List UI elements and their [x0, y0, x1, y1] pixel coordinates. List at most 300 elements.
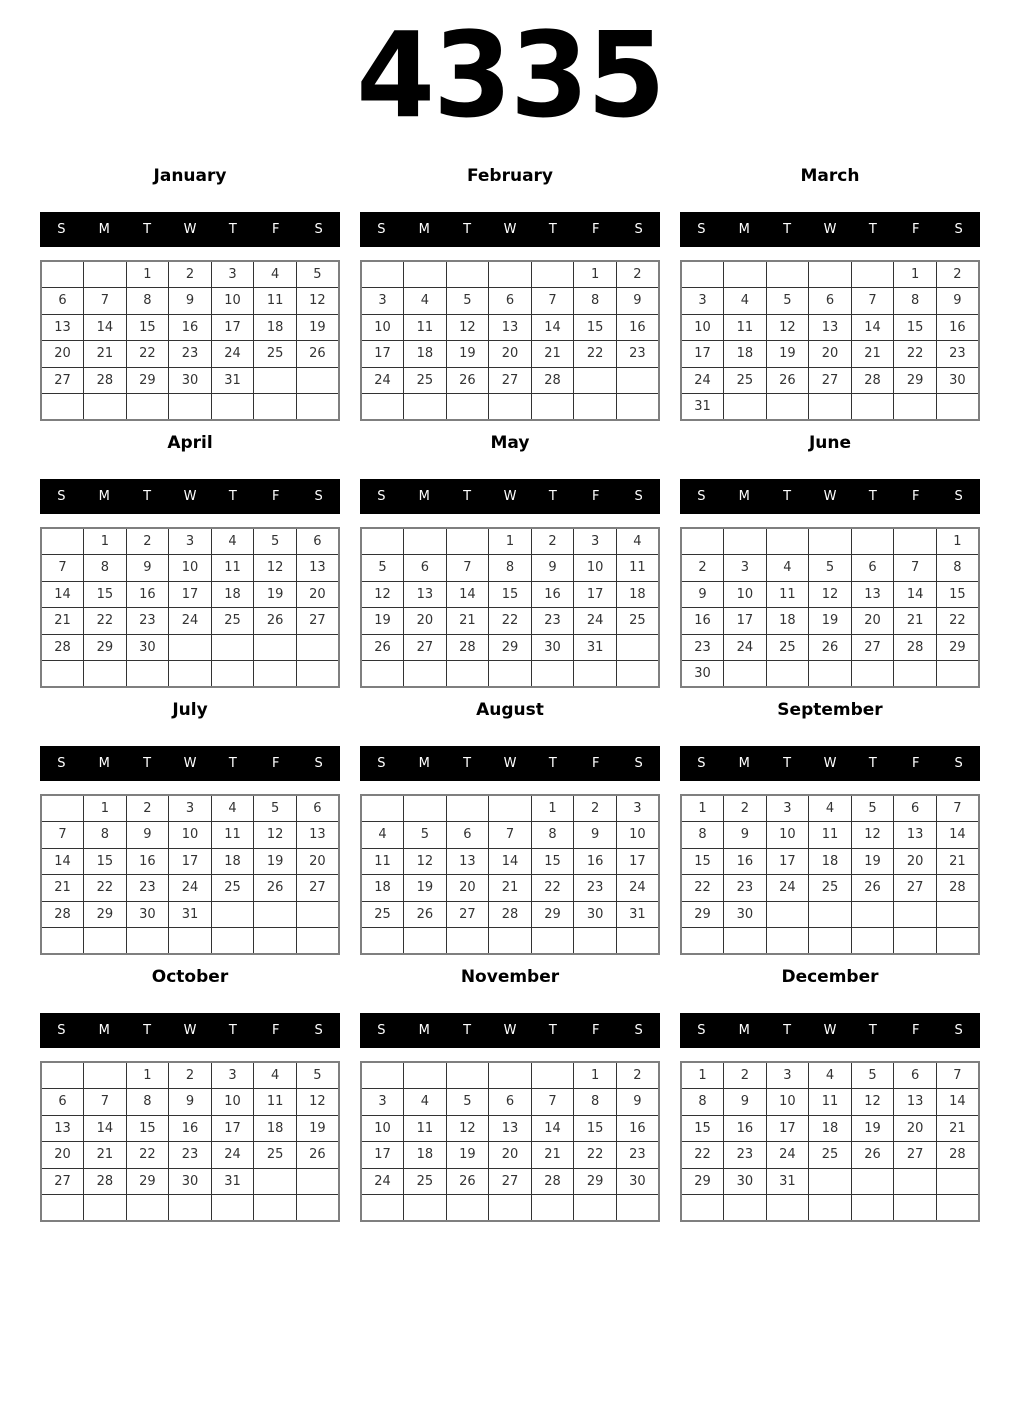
week-row — [681, 261, 979, 288]
day-cell: 2 — [936, 261, 979, 288]
day-cell: 24 — [574, 608, 617, 635]
day-cell — [724, 394, 767, 421]
day-cell — [41, 528, 84, 555]
weekday-label: S — [954, 756, 963, 771]
day-cell — [489, 394, 532, 421]
weekday-label: W — [503, 489, 517, 504]
day-cell — [574, 367, 617, 394]
day-cell — [446, 928, 489, 955]
weekday-label: F — [591, 1023, 600, 1038]
weekday-label: W — [823, 756, 837, 771]
day-cell — [84, 661, 127, 688]
week-row — [361, 928, 659, 955]
day-cell: 3 — [169, 795, 212, 822]
day-cell: 15 — [936, 581, 979, 608]
day-cell: 10 — [361, 314, 404, 341]
month-title: December — [781, 967, 879, 987]
day-cell: 11 — [809, 1089, 852, 1116]
day-cell — [361, 928, 404, 955]
week-row — [41, 261, 339, 288]
day-cell: 10 — [724, 581, 767, 608]
day-cell: 7 — [851, 288, 894, 315]
day-cell — [894, 1195, 937, 1222]
day-cell: 19 — [446, 1142, 489, 1169]
day-cell — [361, 528, 404, 555]
day-cell — [361, 1195, 404, 1222]
weekday-label: S — [377, 222, 386, 237]
day-cell: 2 — [531, 528, 574, 555]
weekday-label: T — [868, 1023, 877, 1038]
weekday-label: F — [271, 756, 280, 771]
day-cell: 17 — [616, 848, 659, 875]
weekday-label: F — [911, 1023, 920, 1038]
weekday-label: S — [314, 1023, 323, 1038]
day-cell: 14 — [84, 1115, 127, 1142]
day-cell: 9 — [616, 288, 659, 315]
day-cell — [616, 634, 659, 661]
day-cell: 16 — [616, 1115, 659, 1142]
day-cell — [296, 634, 339, 661]
week-row — [681, 928, 979, 955]
month-title: June — [808, 433, 852, 453]
day-cell: 3 — [574, 528, 617, 555]
day-cell: 1 — [84, 795, 127, 822]
day-cell: 4 — [404, 288, 447, 315]
day-cell: 20 — [41, 1142, 84, 1169]
month-table-body — [41, 261, 339, 420]
day-cell: 7 — [489, 822, 532, 849]
month-title: January — [153, 166, 227, 186]
month-table — [360, 794, 660, 955]
day-cell: 9 — [724, 822, 767, 849]
day-cell: 22 — [489, 608, 532, 635]
week-row — [41, 341, 339, 368]
day-cell: 22 — [84, 608, 127, 635]
day-cell — [296, 928, 339, 955]
week-row — [681, 634, 979, 661]
day-cell: 26 — [446, 1168, 489, 1195]
weekday-label: T — [463, 489, 472, 504]
month-table — [680, 794, 980, 955]
weekday-label: S — [57, 1023, 66, 1038]
day-cell: 2 — [616, 1062, 659, 1089]
day-cell: 25 — [254, 341, 297, 368]
day-cell — [169, 928, 212, 955]
week-row — [681, 661, 979, 688]
day-cell: 20 — [809, 341, 852, 368]
day-cell: 9 — [169, 288, 212, 315]
day-cell — [404, 528, 447, 555]
day-cell — [616, 367, 659, 394]
day-cell: 16 — [616, 314, 659, 341]
day-cell: 10 — [211, 288, 254, 315]
day-cell — [404, 1195, 447, 1222]
day-cell: 17 — [169, 581, 212, 608]
month-title: July — [172, 700, 208, 720]
day-cell — [766, 1195, 809, 1222]
week-row — [681, 822, 979, 849]
day-cell: 13 — [41, 314, 84, 341]
day-cell: 14 — [531, 314, 574, 341]
day-cell: 16 — [724, 1115, 767, 1142]
week-row — [361, 822, 659, 849]
day-cell: 28 — [489, 901, 532, 928]
day-cell: 3 — [169, 528, 212, 555]
day-cell: 21 — [531, 341, 574, 368]
week-row — [361, 555, 659, 582]
week-row — [361, 1168, 659, 1195]
day-cell: 12 — [296, 288, 339, 315]
day-cell: 27 — [404, 634, 447, 661]
weekday-label: W — [183, 222, 197, 237]
day-cell: 3 — [766, 795, 809, 822]
day-cell — [211, 928, 254, 955]
day-cell: 16 — [169, 314, 212, 341]
weekday-label: S — [954, 222, 963, 237]
day-cell: 27 — [296, 608, 339, 635]
day-cell: 14 — [894, 581, 937, 608]
day-cell — [766, 261, 809, 288]
day-cell: 2 — [126, 528, 169, 555]
day-cell: 14 — [41, 848, 84, 875]
day-cell: 7 — [936, 1062, 979, 1089]
week-row — [41, 901, 339, 928]
day-cell: 5 — [446, 1089, 489, 1116]
day-cell — [489, 1195, 532, 1222]
month-title: April — [167, 433, 213, 453]
day-cell: 21 — [446, 608, 489, 635]
day-cell: 7 — [84, 288, 127, 315]
day-cell: 4 — [211, 528, 254, 555]
weekday-label: T — [548, 489, 557, 504]
day-cell: 29 — [894, 367, 937, 394]
weekday-label: T — [868, 222, 877, 237]
day-cell: 27 — [894, 875, 937, 902]
day-cell — [211, 634, 254, 661]
day-cell — [446, 261, 489, 288]
week-row — [41, 848, 339, 875]
day-cell: 11 — [211, 822, 254, 849]
week-row — [361, 901, 659, 928]
weekday-label: S — [634, 222, 643, 237]
day-cell: 4 — [766, 555, 809, 582]
day-cell — [361, 661, 404, 688]
day-cell — [531, 1062, 574, 1089]
day-cell — [766, 928, 809, 955]
day-cell: 20 — [489, 1142, 532, 1169]
day-cell: 14 — [489, 848, 532, 875]
day-cell: 12 — [404, 848, 447, 875]
day-cell — [936, 901, 979, 928]
month-table-body — [361, 795, 659, 954]
weekday-header-row — [40, 479, 340, 514]
day-cell: 17 — [766, 848, 809, 875]
day-cell: 18 — [404, 341, 447, 368]
day-cell: 3 — [616, 795, 659, 822]
day-cell: 10 — [361, 1115, 404, 1142]
month-title: September — [777, 700, 883, 720]
day-cell — [936, 1168, 979, 1195]
day-cell — [616, 394, 659, 421]
weekday-label: T — [228, 222, 237, 237]
weekday-label: S — [634, 1023, 643, 1038]
day-cell: 16 — [531, 581, 574, 608]
day-cell: 31 — [211, 1168, 254, 1195]
day-cell: 16 — [936, 314, 979, 341]
month-table-body — [681, 1062, 979, 1221]
week-row — [41, 608, 339, 635]
day-cell: 1 — [936, 528, 979, 555]
weekday-label: T — [463, 1023, 472, 1038]
day-cell — [296, 1195, 339, 1222]
day-cell: 7 — [531, 1089, 574, 1116]
day-cell: 13 — [296, 822, 339, 849]
day-cell: 15 — [126, 314, 169, 341]
day-cell: 28 — [84, 367, 127, 394]
month-title: October — [151, 967, 229, 987]
day-cell: 26 — [809, 634, 852, 661]
day-cell: 12 — [446, 314, 489, 341]
day-cell: 5 — [766, 288, 809, 315]
day-cell: 18 — [809, 848, 852, 875]
day-cell — [766, 901, 809, 928]
weekday-label: T — [143, 222, 152, 237]
day-cell: 19 — [254, 581, 297, 608]
day-cell: 29 — [936, 634, 979, 661]
day-cell: 29 — [681, 901, 724, 928]
day-cell: 17 — [681, 341, 724, 368]
week-row — [41, 1062, 339, 1089]
weekday-label: T — [228, 489, 237, 504]
weekday-label: M — [98, 489, 110, 504]
day-cell: 28 — [851, 367, 894, 394]
day-cell — [404, 1062, 447, 1089]
month-table — [40, 260, 340, 421]
day-cell: 16 — [169, 1115, 212, 1142]
day-cell — [724, 1195, 767, 1222]
day-cell — [681, 528, 724, 555]
day-cell: 19 — [766, 341, 809, 368]
day-cell: 28 — [894, 634, 937, 661]
weekday-label: M — [418, 1023, 430, 1038]
month-block — [360, 433, 660, 688]
day-cell: 22 — [681, 875, 724, 902]
week-row — [681, 555, 979, 582]
week-row — [361, 394, 659, 421]
day-cell: 6 — [851, 555, 894, 582]
day-cell: 24 — [681, 367, 724, 394]
day-cell: 8 — [894, 288, 937, 315]
weekday-label: F — [271, 1023, 280, 1038]
day-cell: 3 — [361, 1089, 404, 1116]
day-cell — [851, 901, 894, 928]
day-cell: 4 — [211, 795, 254, 822]
weekday-label: T — [783, 1023, 792, 1038]
day-cell: 24 — [361, 1168, 404, 1195]
day-cell: 23 — [531, 608, 574, 635]
day-cell: 22 — [84, 875, 127, 902]
day-cell: 1 — [681, 795, 724, 822]
day-cell: 21 — [41, 875, 84, 902]
day-cell: 2 — [681, 555, 724, 582]
day-cell — [446, 1062, 489, 1089]
day-cell: 7 — [446, 555, 489, 582]
day-cell — [724, 661, 767, 688]
day-cell — [84, 394, 127, 421]
week-row — [41, 1168, 339, 1195]
day-cell: 15 — [574, 314, 617, 341]
day-cell — [489, 795, 532, 822]
day-cell: 5 — [851, 795, 894, 822]
weekday-label: W — [823, 222, 837, 237]
day-cell: 1 — [489, 528, 532, 555]
month-block — [680, 700, 980, 955]
day-cell — [851, 528, 894, 555]
day-cell: 24 — [211, 341, 254, 368]
day-cell: 9 — [126, 555, 169, 582]
day-cell: 8 — [574, 1089, 617, 1116]
week-row — [681, 1115, 979, 1142]
day-cell — [254, 928, 297, 955]
day-cell: 13 — [446, 848, 489, 875]
day-cell: 27 — [296, 875, 339, 902]
day-cell: 23 — [936, 341, 979, 368]
day-cell: 8 — [681, 1089, 724, 1116]
day-cell: 21 — [531, 1142, 574, 1169]
day-cell: 21 — [84, 1142, 127, 1169]
day-cell — [489, 261, 532, 288]
day-cell: 15 — [489, 581, 532, 608]
day-cell: 4 — [809, 795, 852, 822]
weekday-label: T — [143, 756, 152, 771]
day-cell: 12 — [766, 314, 809, 341]
day-cell — [126, 1195, 169, 1222]
day-cell: 13 — [851, 581, 894, 608]
day-cell: 6 — [41, 288, 84, 315]
weekday-label: S — [697, 756, 706, 771]
day-cell: 19 — [851, 848, 894, 875]
day-cell: 13 — [894, 822, 937, 849]
week-row — [361, 1195, 659, 1222]
day-cell: 14 — [531, 1115, 574, 1142]
day-cell: 27 — [489, 367, 532, 394]
day-cell: 1 — [894, 261, 937, 288]
day-cell: 7 — [41, 822, 84, 849]
weekday-label: W — [183, 756, 197, 771]
day-cell: 29 — [489, 634, 532, 661]
day-cell: 1 — [531, 795, 574, 822]
day-cell: 10 — [616, 822, 659, 849]
day-cell: 10 — [681, 314, 724, 341]
day-cell: 3 — [211, 1062, 254, 1089]
day-cell — [724, 928, 767, 955]
weekday-label: T — [143, 1023, 152, 1038]
day-cell — [41, 661, 84, 688]
weekday-label: S — [954, 1023, 963, 1038]
day-cell: 27 — [41, 1168, 84, 1195]
day-cell: 26 — [254, 875, 297, 902]
day-cell — [851, 261, 894, 288]
day-cell — [84, 928, 127, 955]
day-cell — [404, 795, 447, 822]
week-row — [681, 1142, 979, 1169]
month-title: November — [460, 967, 560, 987]
day-cell: 17 — [574, 581, 617, 608]
day-cell: 3 — [361, 288, 404, 315]
day-cell: 20 — [894, 848, 937, 875]
day-cell: 17 — [361, 341, 404, 368]
day-cell — [211, 1195, 254, 1222]
week-row — [681, 341, 979, 368]
day-cell: 22 — [531, 875, 574, 902]
day-cell: 28 — [531, 1168, 574, 1195]
day-cell — [894, 1168, 937, 1195]
weekday-label: M — [98, 1023, 110, 1038]
day-cell — [254, 634, 297, 661]
day-cell: 26 — [766, 367, 809, 394]
week-row — [361, 528, 659, 555]
day-cell — [616, 661, 659, 688]
day-cell: 6 — [894, 1062, 937, 1089]
month-table-body — [361, 1062, 659, 1221]
day-cell: 28 — [936, 875, 979, 902]
weekday-label: W — [823, 1023, 837, 1038]
month-block — [360, 700, 660, 955]
week-row — [41, 795, 339, 822]
week-row — [361, 367, 659, 394]
day-cell: 22 — [126, 341, 169, 368]
weekday-label: F — [911, 489, 920, 504]
day-cell — [41, 261, 84, 288]
day-cell — [404, 261, 447, 288]
day-cell: 14 — [851, 314, 894, 341]
month-title: August — [476, 700, 544, 720]
weekday-label: M — [418, 756, 430, 771]
day-cell: 5 — [851, 1062, 894, 1089]
day-cell: 15 — [894, 314, 937, 341]
weekday-label: W — [503, 756, 517, 771]
week-row — [41, 1115, 339, 1142]
day-cell — [851, 1195, 894, 1222]
day-cell — [894, 928, 937, 955]
weekday-header-row — [360, 212, 660, 247]
day-cell: 16 — [681, 608, 724, 635]
day-cell: 15 — [126, 1115, 169, 1142]
day-cell — [681, 261, 724, 288]
day-cell: 11 — [404, 314, 447, 341]
day-cell: 29 — [126, 1168, 169, 1195]
day-cell: 9 — [169, 1089, 212, 1116]
month-block — [360, 166, 660, 421]
day-cell: 25 — [254, 1142, 297, 1169]
day-cell: 13 — [404, 581, 447, 608]
day-cell: 26 — [254, 608, 297, 635]
day-cell: 24 — [766, 875, 809, 902]
week-row — [681, 1089, 979, 1116]
day-cell: 6 — [404, 555, 447, 582]
weekday-label: S — [697, 222, 706, 237]
weekday-label: F — [911, 222, 920, 237]
day-cell: 21 — [84, 341, 127, 368]
day-cell: 2 — [616, 261, 659, 288]
day-cell: 25 — [766, 634, 809, 661]
day-cell: 29 — [681, 1168, 724, 1195]
day-cell: 22 — [894, 341, 937, 368]
day-cell — [574, 661, 617, 688]
day-cell: 17 — [169, 848, 212, 875]
day-cell: 19 — [296, 1115, 339, 1142]
day-cell — [936, 394, 979, 421]
